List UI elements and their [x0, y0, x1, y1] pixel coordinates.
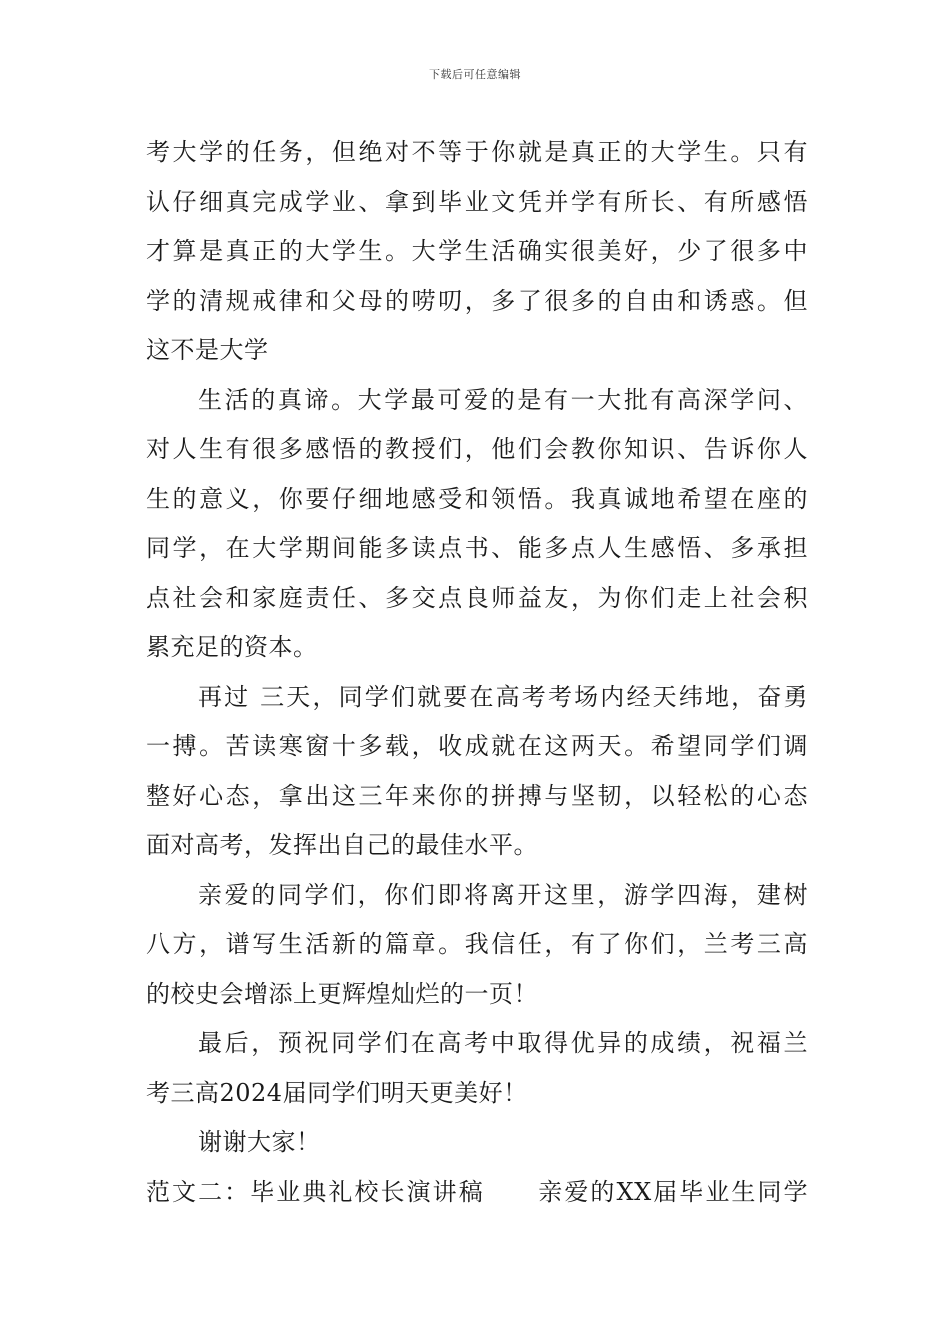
section-title: 范文二：毕业典礼校长演讲稿: [146, 1177, 485, 1206]
paragraph: [146, 1118, 808, 1168]
paragraph: [146, 673, 808, 871]
text-line: 生活的真谛。大学最可爱的是有一大批有高深学问、: [198, 385, 808, 414]
text-line: 整好心态，拿出这三年来你的拼搏与坚韧，以轻松的心态: [146, 781, 808, 810]
paragraph: [146, 128, 808, 376]
text-line: 认仔细真完成学业、拿到毕业文凭并学有所长、有所感悟: [146, 187, 808, 216]
text-line: 才算是真正的大学生。大学生活确实很美好，少了很多中: [146, 237, 808, 265]
text-line: 再过 三天，同学们就要在高考考场内经天纬地，奋勇: [198, 682, 808, 711]
speech-greeting: 亲爱的XX届毕业生同学: [536, 1177, 808, 1206]
document-body: [146, 128, 808, 1217]
text-line: 这不是大学: [146, 336, 269, 364]
text-line: 点社会和家庭责任、多交点良师益友，为你们走上社会积: [146, 583, 808, 612]
text-line: 累充足的资本。: [146, 633, 318, 661]
text-line: 学的清规戒律和父母的唠叨，多了很多的自由和诱惑。但: [146, 286, 808, 315]
paragraph: [146, 1019, 808, 1118]
text-line: 八方，谱写生活新的篇章。我信任，有了你们，兰考三高: [146, 930, 808, 958]
paragraph: [146, 871, 808, 1020]
text-line: 考大学的任务，但绝对不等于你就是真正的大学生。只有: [146, 138, 808, 166]
text-line: 同学，在大学期间能多读点书、能多点人生感悟、多承担: [146, 534, 808, 562]
text-line: 考三高2024届同学们明天更美好！: [146, 1078, 528, 1107]
text-line: 最后，预祝同学们在高考中取得优异的成绩，祝福兰: [198, 1029, 808, 1057]
page-header-watermark: 下载后可任意编辑: [429, 68, 521, 81]
text-line: 亲爱的同学们，你们即将离开这里，游学四海，建树: [198, 880, 808, 909]
paragraph: [146, 376, 808, 673]
text-line: 的校史会增添上更辉煌灿烂的一页！: [146, 979, 538, 1008]
text-line: 谢谢大家！: [198, 1128, 321, 1156]
text-line: 对人生有很多感悟的教授们，他们会教你知识、告诉你人: [146, 435, 808, 463]
text-line: 一搏。苦读寒窗十多载，收成就在这两天。希望同学们调: [146, 732, 808, 760]
text-line: 生的意义，你要仔细地感受和领悟。我真诚地希望在座的: [146, 484, 808, 513]
text-line: 面对高考，发挥出自己的最佳水平。: [146, 831, 538, 859]
section-heading-line: [146, 1168, 808, 1218]
